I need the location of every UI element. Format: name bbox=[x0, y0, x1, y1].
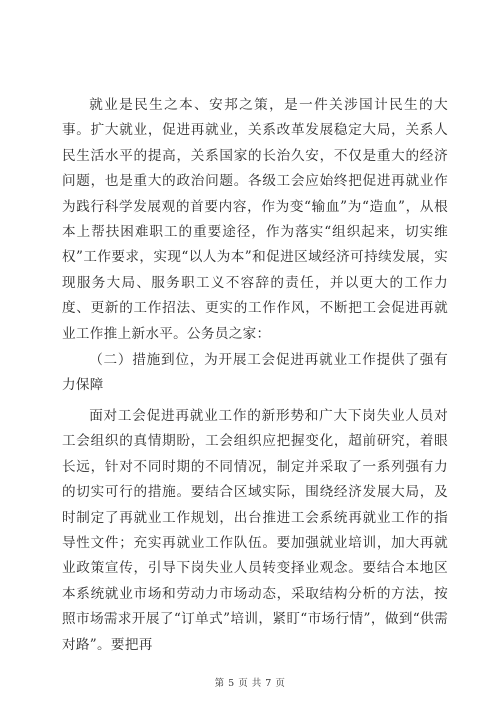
paragraph-measures: 面对工会促进再就业工作的新形势和广大下岗失业人员对工会组织的真情期盼，工会组织应把握变化，超前研究，着眼长远，针对不同时期的不同情况，制定并采取了一系列强有力的切实可行的措施。要结合区域实际，围绕经济发展大局，及时制定了再就业工作规划，出台推进工会系统再就业工作的指导性文件；充实再就业工作队伍。要加强就业培训，加大再就业政策宣传，引导下岗失业人员转变择业观念。要结合本地区本系统就业市场和劳动力市场动态，采取结构分析的方法，按照市场需求开展了“订单式”培训，紧盯“市场行情”，做到“供需对路”。要把再 bbox=[62, 407, 448, 653]
section-heading: （二）措施到位，为开展工会促进再就业工作提供了强有力保障 bbox=[62, 352, 448, 394]
paragraph-intro: 就业是民生之本、安邦之策，是一件关涉国计民生的大事。扩大就业，促进再就业，关系改革发展稳定大局，关系人民生活水平的提高，关系国家的长治久安，不仅是重大的经济问题，也是重大的政治问题。各级工会应始终把促进再就业作为践行科学发展观的首要内容，作为变“输血”为“造血”，从根本上帮扶困难职工的重要途径，作为落实“组织起来，切实维权”工作要求，实现“以人为本”和促进区域经济可持续发展，实现服务大局、服务职工义不容辞的责任，并以更大的工作力度、更新的工作招法、更实的工作作风，不断把工会促进再就业工作推上新水平。公务员之家： bbox=[62, 97, 448, 342]
page-body bbox=[62, 93, 448, 658]
page-number-footer: 第 5 页 共 7 页 bbox=[214, 678, 286, 689]
